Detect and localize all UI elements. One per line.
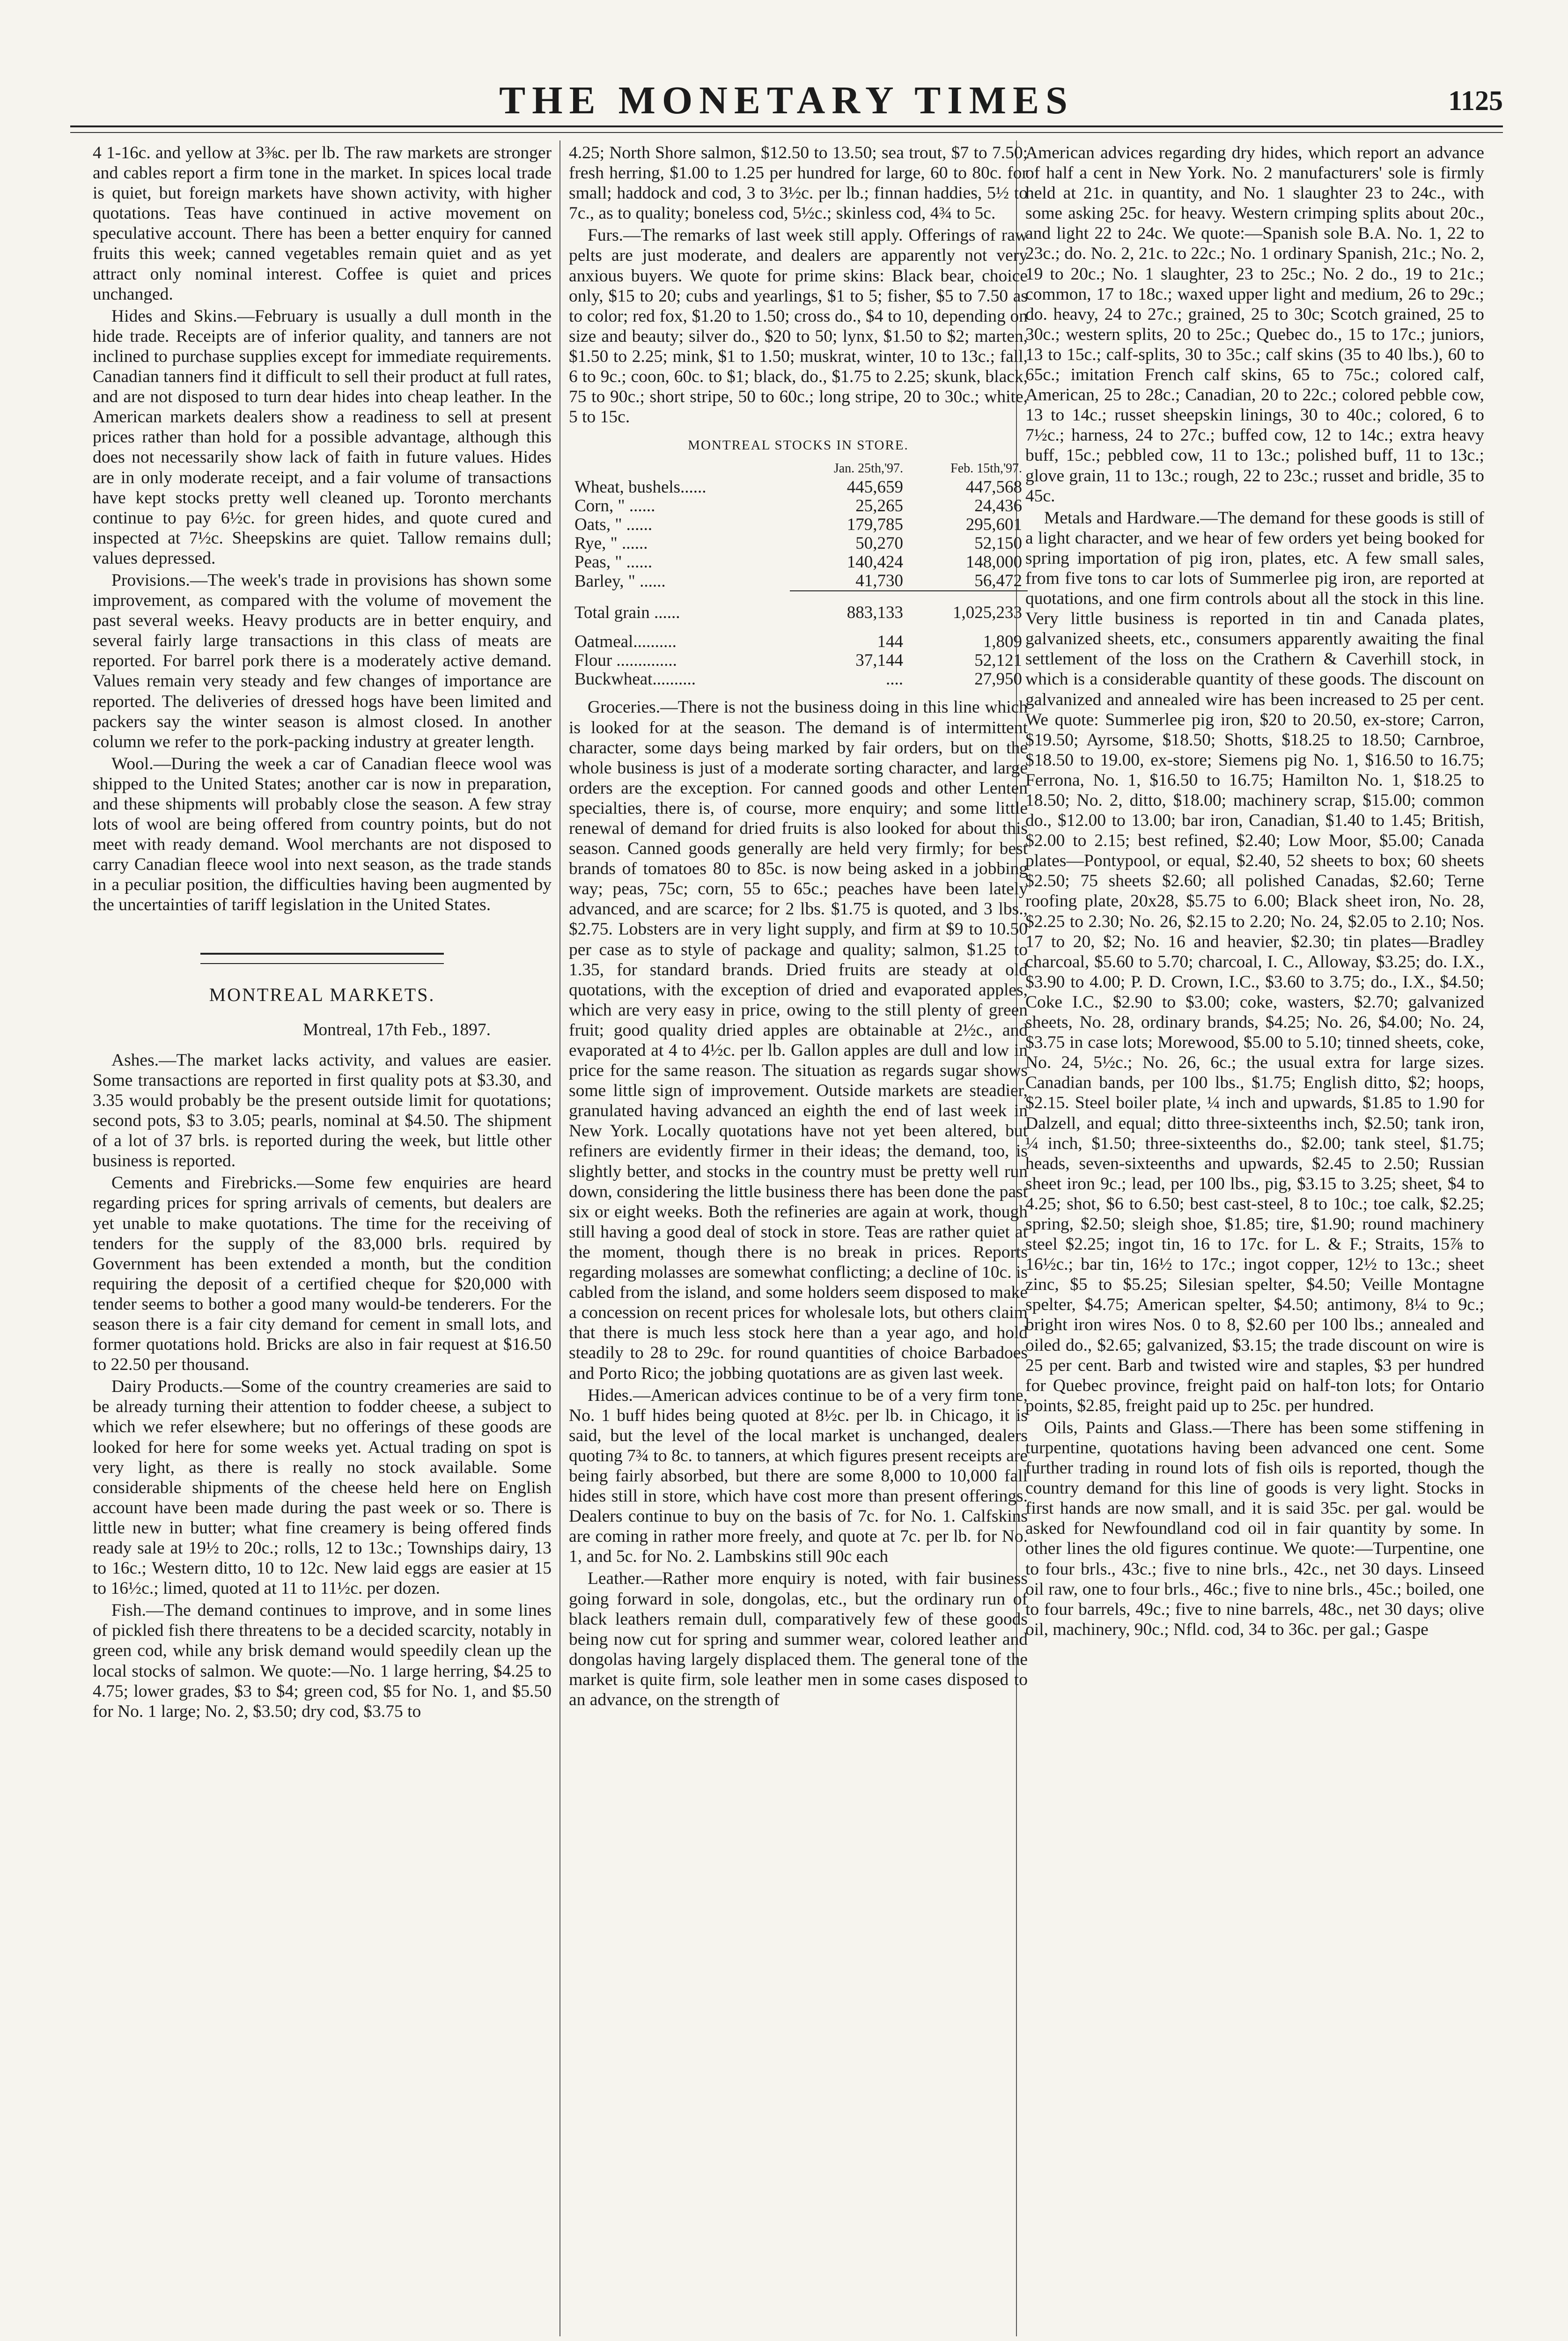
article-paragraph: Dairy Products.—Some of the country creameries are said to be already turning their attention to fodder cheese, a subject to which we refer elsewhere; but no offerings of these goods are looked for here for some weeks yet. Actual trading on spot is very light, as there is really no stock available. Some considerable shipments of the cheese held here on English account have been made during the past week or so. There is little new in butter; what fine creamery is being offered finds ready sale at 19½ to 20c.; rolls, 12 to 13c.; Townships dairy, 13 to 16c.; Western ditto, 10 to 12c. New laid eggs are easier at 15 to 16½c.; limed, quoted at 11 to 11½c. per dozen. (93, 1377, 552, 1598)
section-rule (200, 953, 444, 955)
table-row (569, 478, 1028, 497)
table-row (569, 534, 1028, 553)
article-paragraph: Oils, Paints and Glass.—There has been some stiffening in turpentine, quotations having been advanced one cent. Some further trading in round lots of fish oils is reported, though the country demand for this line of goods is very light. Stocks in first hands are now small, and it is said 35c. per gal. would be asked for Newfoundland cod oil in fair quantity by some. In other lines the old figures continue. We quote:—Turpentine, one to four brls., 43c.; five to nine brls., 42c., net 30 days. Linseed oil raw, one to four brls., 46c.; five to nine brls., 45c.; boiled, one to four barrels, 49c.; five to nine barrels, 48c., net 30 days; olive oil, machinery, 90c.; Nfld. cod, 34 to 36c. per gal.; Gaspe (1025, 1418, 1484, 1639)
table-cell: 24,436 (974, 496, 1022, 516)
table-cell: 148,000 (965, 552, 1022, 572)
section-heading: MONTREAL MARKETS. (209, 984, 435, 1005)
publication-title: THE MONETARY TIMES (499, 79, 1074, 122)
table-cell: 50,270 (855, 534, 903, 553)
stocks-table-title: MONTREAL STOCKS IN STORE. (688, 438, 909, 453)
table-row (569, 670, 1028, 689)
table-cell: Oats, " ...... (574, 515, 653, 535)
table-cell: Rye, " ...... (574, 534, 648, 553)
table-cell: 52,121 (974, 651, 1022, 670)
table-cell: Wheat, bushels...... (574, 478, 707, 497)
masthead-rule-thin (70, 132, 1503, 133)
table-cell: Flour .............. (574, 651, 677, 670)
table-header (569, 459, 790, 478)
table-cell: 25,265 (855, 496, 903, 516)
table-cell: Barley, " ...... (574, 571, 666, 591)
table-row (569, 497, 1028, 515)
table-cell: Peas, " ...... (574, 552, 653, 572)
article-paragraph: Cements and Firebricks.—Some few enquiries are heard regarding prices for spring arrivals of cements, but dealers are yet unable to make quotations. The time for the receiving of tenders for the supply of the 83,000 brls. required by Government has been extended a month, but the condition requiring the deposit of a certified cheque for $20,000 with tender seems to bother a good many would-be tenderers. For the season there is a fair city demand for cement in small lots, and former quotations hold. Bricks are also in fair request at $16.50 to 22.50 per thousand. (93, 1173, 552, 1375)
table-cell: 37,144 (855, 651, 903, 670)
table-total-row (569, 591, 1028, 622)
table-header-row (569, 459, 1028, 478)
article-paragraph: Fish.—The demand continues to improve, and in some lines of pickled fish there threatens to be a decided scarcity, notably in green cod, while any brisk demand would speedily clean up the local stocks of salmon. We quote:—No. 1 large herring, $4.25 to 4.75; lower grades, $3 to $4; green cod, $5 for No. 1, and $5.50 for No. 1 large; No. 2, $3.50; dry cod, $3.75 to (93, 1601, 552, 1721)
article-paragraph: Groceries.—There is not the business doing in this line which is looked for at the season. The demand is of intermittent character, some days being marked by fair orders, but on the whole business is just of a moderate sorting character, and large orders are the exception. For canned goods and other Lenten specialties, there is, of course, more enquiry; and some little renewal of demand for dried fruits is also looked for about this season. Canned goods generally are held very firmly; for best brands of tomatoes 80 to 85c. is now being asked in a jobbing way; peas, 75c; corn, 55 to 65c.; peaches have been lately advanced, and are scarce; for 2 lbs. $1.75 is quoted, and 3 lbs., $2.75. Lobsters are in very light supply, and firm at $9 to 10.50 per case as to style of package and quality; salmon, $1.25 to 1.35, for standard brands. Dried fruits are steady at old quotations, with the exception of dried and evaporated apples, which are very easy in price, owing to the still plenty of green fruit; good quality dried apples are obtainable at 2½c., and evaporated at 4 to 4½c. per lb. Gallon apples are dull and low in price for the same reason. The situation as regards sugar shows some little sign of improvement. Outside markets are steadier, granulated having advanced an eighth the end of last week in New York. Locally quotations have not yet been altered, but refiners are evidently firmer in their ideas; the demand, too, is slightly better, and stocks in the country must be pretty well run down, considering the little business there has been done the past six or eight weeks. Both the refineries are again at work, though still having a good deal of stock in store. Teas are rather quiet at the moment, though there is no break in prices. Reports regarding molasses are somewhat conflicting; a decline of 10c. is cabled from the island, and some holders seem disposed to make a concession on recent prices for wholesale lots, but others claim that there is much less stock here than a year ago, and hold steadily to 28 to 29c. for round quantities of choice Barbadoes and Porto Rico; the jobbing quotations are as given last week. (569, 698, 1028, 1383)
table-header: Jan. 25th,'97. (833, 461, 903, 476)
table-cell: 179,785 (847, 515, 903, 535)
table-cell: 56,472 (974, 571, 1022, 591)
table-row (569, 515, 1028, 534)
table-row (569, 553, 1028, 572)
stocks-table (569, 459, 1028, 689)
page-number: 1125 (1448, 85, 1503, 116)
article-paragraph: 4.25; North Shore salmon, $12.50 to 13.50; sea trout, $7 to 7.50; fresh herring, $1.00 to 1.25 per hundred for large, 60 to 80c. for small; haddock and cod, 3 to 3½c. per lb.; finnan haddies, 5½ to 7c., as to quality; boneless cod, 5½c.; skinless cod, 4¾ to 5c. (569, 143, 1028, 223)
column-1 (93, 143, 552, 2334)
article-paragraph: Furs.—The remarks of last week still apply. Offerings of raw pelts are just moderate, and dealers are apparently not very anxious buyers. We quote for prime skins: Black bear, choice only, $15 to 20; cubs and yearlings, $1 to 5; fisher, $5 to 7.50 as to color; red fox, $1.20 to 1.50; cross do., $4 to 10, depending on size and beauty; silver do., $20 to 50; lynx, $1.50 to $2; marten, $1.50 to 2.25; mink, $1 to 1.50; muskrat, winter, 10 to 13c.; fall, 6 to 9c.; coon, 60c. to $1; black, do., $1.75 to 2.25; skunk, black, 75 to 90c.; short stripe, 50 to 60c.; long stripe, 20 to 30c.; white, 5 to 15c. (569, 226, 1028, 427)
table-cell: 144 (877, 632, 903, 652)
table-cell: 41,730 (855, 571, 903, 591)
dateline: Montreal, 17th Feb., 1897. (302, 1020, 491, 1039)
table-cell: 295,601 (965, 515, 1022, 535)
masthead-rule (70, 125, 1503, 127)
table-row (569, 622, 1028, 651)
table-cell: 1,809 (983, 632, 1022, 652)
masthead (70, 75, 1503, 126)
table-cell: .... (886, 670, 903, 689)
table-cell: 52,150 (974, 534, 1022, 553)
table-cell: 445,659 (847, 478, 903, 497)
column-2 (569, 143, 1028, 2334)
table-cell: 27,950 (974, 670, 1022, 689)
section-rule-thin (200, 963, 444, 964)
table-cell: 447,568 (965, 478, 1022, 497)
article-paragraph: Provisions.—The week's trade in provisions has shown some improvement, as compared with the volume of movement the past several weeks. Heavy products are in better enquiry, and several fairly large transactions in this class of meats are reported. For barrel pork there is a moderately active demand. Values remain very steady and few changes of importance are reported. The deliveries of dressed hogs have been limited and packers say the winter season is almost closed. In another column we refer to the pork-packing industry at greater length. (93, 570, 552, 751)
table-row (569, 651, 1028, 670)
article-paragraph: Hides and Skins.—February is usually a dull month in the hide trade. Receipts are of inferior quality, and tanners are not inclined to purchase supplies except for immediate requirements. Canadian tanners find it difficult to sell their product at full rates, and are not disposed to turn dear hides into cheap leather. In the American markets dealers show a readiness to sell at present prices rather than hold for a possible advantage, although this does not necessarily show lack of faith in future values. Hides are in only moderate receipt, and a fair volume of transactions have kept stocks pretty well cleaned up. Toronto merchants continue to pay 6½c. for green hides, and quote cured and inspected at 7½c. Sheepskins are quiet. Tallow remains dull; values depressed. (93, 306, 552, 568)
table-cell: Buckwheat.......... (574, 670, 696, 689)
article-paragraph: Ashes.—The market lacks activity, and values are easier. Some transactions are reported in first quality pots at $3.30, and 3.35 would probably be the present outside limit for quotations; second pots, $3 to 3.05; pearls, nominal at $4.50. The shipment of a lot of 37 brls. is reported during the week, but little other business is reported. (93, 1050, 552, 1171)
column-3 (1025, 143, 1484, 2334)
table-cell: 1,025,233 (909, 591, 1028, 622)
table-row (569, 572, 1028, 591)
table-header: Feb. 15th,'97. (950, 461, 1022, 476)
table-cell: Oatmeal.......... (574, 632, 677, 652)
article-paragraph: Hides.—American advices continue to be of a very firm tone, No. 1 buff hides being quoted at 8½c. per lb. in Chicago, it is said, but the level of the local market is unchanged, dealers quoting 7¾ to 8c. to tanners, at which figures present receipts are being fairly absorbed, but there are some 8,000 to 10,000 fall hides still in store, which have cost more than present offerings. Dealers continue to buy on the basis of 7c. for No. 1. Calfskins are coming in rather more freely, and quote at 7c. per lb. for No. 1, and 5c. for No. 2. Lambskins still 90c each (569, 1385, 1028, 1567)
column-divider (559, 140, 560, 2336)
table-cell: 883,133 (790, 591, 909, 622)
article-paragraph: Leather.—Rather more enquiry is noted, with fair business going forward in sole, dongolas, etc., but the ordinary run of black leathers remain dull, comparatively few of these goods being now cut for spring and summer wear, colored leather and dongolas having largely displaced them. The general tone of the market is quite firm, sole leather men in some cases disposed to an advance, on the strength of (569, 1569, 1028, 1709)
table-cell: 140,424 (847, 552, 903, 572)
article-paragraph: 4 1-16c. and yellow at 3⅜c. per lb. The raw markets are stronger and cables report a firm tone in the market. In spices local trade is quiet, but foreign markets have shown activity, with higher quotations. Teas have continued in active movement on speculative account. There has been a better enquiry for canned fruits this week; canned vegetables remain quiet and as yet attract only nominal interest. Coffee is quiet and prices unchanged. (93, 143, 552, 304)
article-paragraph: Metals and Hardware.—The demand for these goods is still of a light character, and we hear of few orders yet being booked for spring importation of pig iron, plates, etc. A few small sales, from five tons to car lots of Summerlee pig iron, are reported at quotations, and one firm controls about all the stock in this line. Very little business is reported in tin and Canada plates, galvanized sheets, etc., consumers apparently awaiting the final settlement of the loss on the Crathern & Caverhill stock, in which is a considerable quantity of these goods. The discount on galvanized and annealed wire has been increased to 25 per cent. We quote: Summerlee pig iron, $20 to 20.50, ex-store; Carron, $19.50; Ayrsome, $18.50; Shotts, $18.25 to 18.50; Carnbroe, $18.50 to 19.00, ex-store; Siemens pig No. 1, $16.50 to 16.75; Ferrona, No. 1, $16.50 to 16.75; Hamilton No. 1, $18.25 to 18.50; No. 2, ditto, $18.00; machinery scrap, $15.00; common do., $12.00 to 13.00; bar iron, Canadian, $1.40 to 1.45; British, $2.00 to 2.15; best refined, $2.40; Low Moor, $5.00; Canada plates—Pontypool, or equal, $2.40, 52 sheets to box; 60 sheets $2.50; 75 sheets $2.60; all polished Canadas, $2.60; Terne roofing plate, 20x28, $5.75 to 6.00; Black sheet iron, No. 28, $2.25 to 2.30; No. 26, $2.15 to 2.20; No. 24, $2.05 to 2.10; Nos. 17 to 20, $2; No. 16 and heavier, $2.30; tin plates—Bradley charcoal, $5.60 to 5.70; charcoal, I. C., Alloway, $3.25; do. I.X., $3.90 to 4.00; P. D. Crown, I.C., $3.60 to 3.75; do., I.X., $4.50; Coke I.C., $2.90 to $3.00; coke, wasters, $2.70; galvanized sheets, No. 28, ordinary brands, $4.25; No. 26, $4.00; No. 24, $3.75 in case lots; Morewood, $5.00 to 5.10; tinned sheets, coke, No. 24, 5½c.; No. 26, 6c.; the usual extra for large sizes. Canadian bands, per 100 lbs., $1.75; English ditto, $2; hoops, $2.15. Steel boiler plate, ¼ inch and upwards, $1.85 to 1.90 for Dalzell, and equal; ditto three-sixteenths inch, $2.50; tank iron, ¼ inch, $1.50; three-sixteenths do., $2.00; tank steel, $1.75; heads, seven-sixteenths and upwards, $2.45 to 2.50; Russian sheet iron 9c.; lead, per 100 lbs., pig, $3.15 to 3.25; sheet, $4 to 4.25; shot, $6 to 6.50; best cast-steel, 8 to 10c.; toe calk, $2.25; spring, $2.50; sleigh shoe, $1.85; tire, $1.90; round machinery steel $2.25; ingot tin, 16 to 17c. for L. & F.; Straits, 15⅞ to 16½c.; bar tin, 16½ to 17c.; ingot copper, 12½ to 13c.; sheet zinc, $5 to $5.25; Silesian spelter, $4.50; Veille Montagne spelter, $4.75; American spelter, $4.50; antimony, 8¼ to 9c.; bright iron wires Nos. 0 to 8, $2.60 per 100 lbs.; annealed and oiled do., $2.65; galvanized, $3.15; the trade discount on wire is 25 per cent. Barb and twisted wire and staples, $3 per hundred for Quebec province, freight paid on half-ton lots; for Ontario points, $2.85, freight paid up to 25c. per hundred. (1025, 508, 1484, 1415)
article-paragraph: Wool.—During the week a car of Canadian fleece wool was shipped to the United States; another car is now in preparation, and these shipments will probably close the season. A few stray lots of wool are being offered from country points, but do not meet with ready demand. Wool merchants are not disposed to carry Canadian fleece wool into next season, as the trade stands in a peculiar position, the difficulties having been augmented by the uncertainties of tariff legislation in the United States. (93, 754, 552, 915)
table-cell: Corn, " ...... (574, 496, 655, 516)
article-paragraph: American advices regarding dry hides, which report an advance of half a cent in New York. No. 2 manufacturers' sole is firmly held at 21c. in quantity, and No. 1 slaughter 23 to 24c., with some asking 25c. for heavy. Western crimping splits about 20c., and light 22 to 24c. We quote:—Spanish sole B.A. No. 1, 22 to 23c.; do. No. 2, 21c. to 22c.; No. 1 ordinary Spanish, 21c.; No. 2, 19 to 20c.; No. 1 slaughter, 23 to 25c.; No. 2 do., 19 to 21c.; common, 17 to 18c.; waxed upper light and medium, 26 to 29c.; do. heavy, 24 to 27c.; grained, 25 to 30c; Scotch grained, 25 to 30c.; western splits, 20 to 25c.; Quebec do., 15 to 17c.; juniors, 13 to 15c.; calf-splits, 30 to 35c.; calf skins (35 to 40 lbs.), 60 to 65c.; imitation French calf skins, 65 to 75c.; colored calf, American, 25 to 28c.; Canadian, 20 to 22c.; colored pebble cow, 13 to 14c.; russet sheepskin linings, 30 to 40c.; colored, 6 to 7½c.; harness, 24 to 27c.; buffed cow, 12 to 14c.; extra heavy buff, 15c.; pebbled cow, 11 to 13c.; polished buff, 11 to 13c.; glove grain, 11 to 13c.; rough, 22 to 23c.; russet and bridle, 35 to 45c. (1025, 143, 1484, 506)
table-cell: Total grain ...... (574, 603, 680, 622)
